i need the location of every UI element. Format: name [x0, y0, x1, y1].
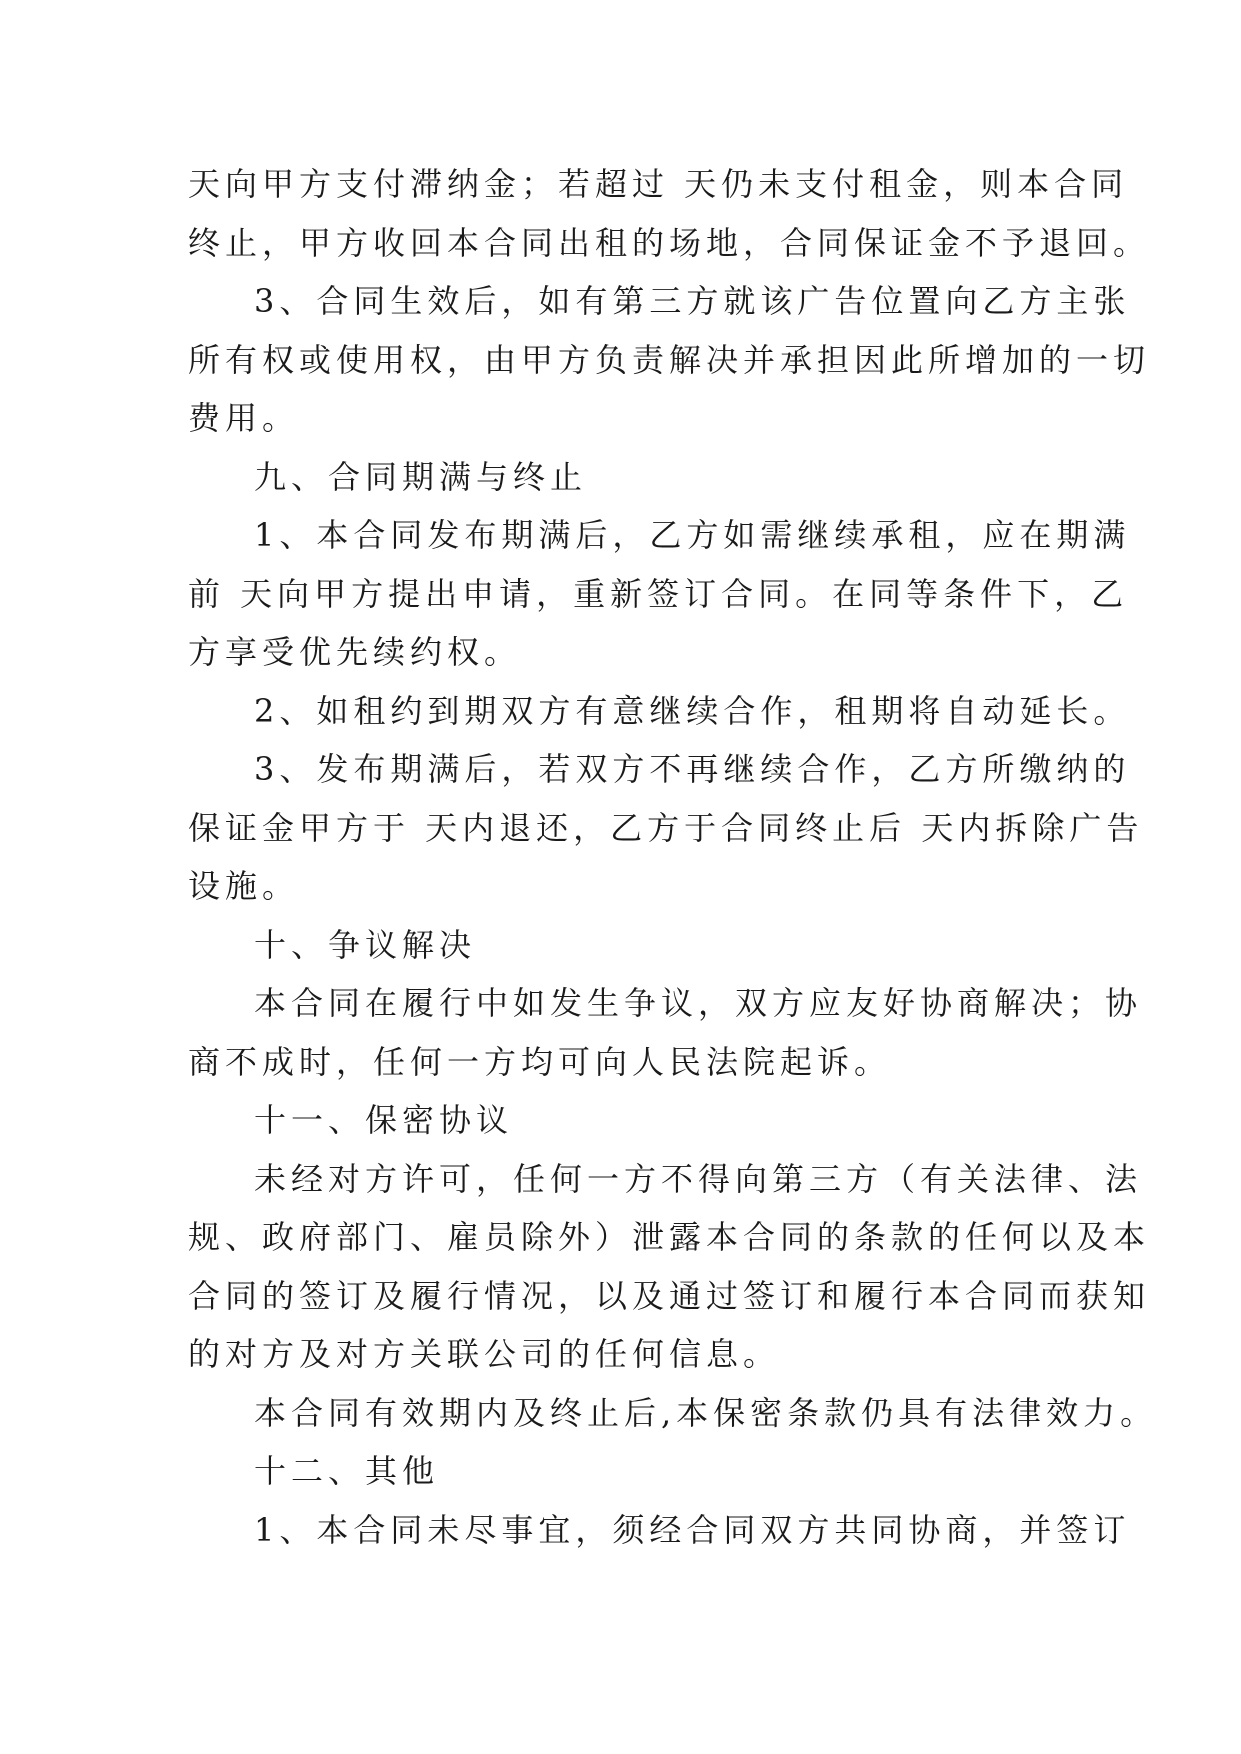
text-line: 合同的签订及履行情况，以及通过签订和履行本合同而获知	[188, 1276, 1151, 1315]
section-heading: 十二、其他	[254, 1452, 440, 1490]
text-line: 方享受优先续约权。	[188, 633, 522, 671]
text-line: 终止，甲方收回本合同出租的场地，合同保证金不予退回。	[188, 223, 1151, 262]
text-line: 天向甲方支付滞纳金；若超过 天仍未支付租金，则本合同	[188, 165, 1129, 203]
text-line: 保证金甲方于 天内退还，乙方于合同终止后 天内拆除广告	[188, 808, 1144, 847]
document-body	[188, 155, 1158, 1559]
text-line: 1、本合同发布期满后，乙方如需继续承租，应在期满	[254, 516, 1131, 554]
section-heading: 十、争议解决	[254, 925, 477, 964]
text-line: 本合同在履行中如发生争议，双方应友好协商解决；协	[254, 984, 1143, 1022]
section-heading: 九、合同期满与终止	[254, 457, 588, 496]
text-line: 前 天向甲方提出申请，重新签订合同。在同等条件下，乙	[188, 574, 1129, 613]
text-line: 1、本合同未尽事宜，须经合同双方共同协商，并签订	[254, 1510, 1131, 1549]
text-line: 规、政府部门、雇员除外）泄露本合同的条款的任何以及本	[188, 1218, 1151, 1256]
text-line: 的对方及对方关联公司的任何信息。	[188, 1335, 781, 1373]
text-line: 3、发布期满后，若双方不再继续合作，乙方所缴纳的	[254, 750, 1131, 788]
text-line: 商不成时，任何一方均可向人民法院起诉。	[188, 1042, 892, 1081]
section-heading: 十一、保密协议	[254, 1101, 514, 1139]
text-line: 设施。	[188, 867, 300, 905]
text-line: 未经对方许可，任何一方不得向第三方（有关法律、法	[254, 1159, 1143, 1198]
text-line: 费用。	[188, 399, 300, 437]
text-line: 所有权或使用权，由甲方负责解决并承担因此所增加的一切	[188, 340, 1151, 379]
text-line: 2、如租约到期双方有意继续合作，租期将自动延长。	[254, 691, 1131, 730]
text-line: 本合同有效期内及终止后,本保密条款仍具有法律效力。	[254, 1393, 1158, 1432]
text-line: 3、合同生效后，如有第三方就该广告位置向乙方主张	[254, 282, 1131, 320]
